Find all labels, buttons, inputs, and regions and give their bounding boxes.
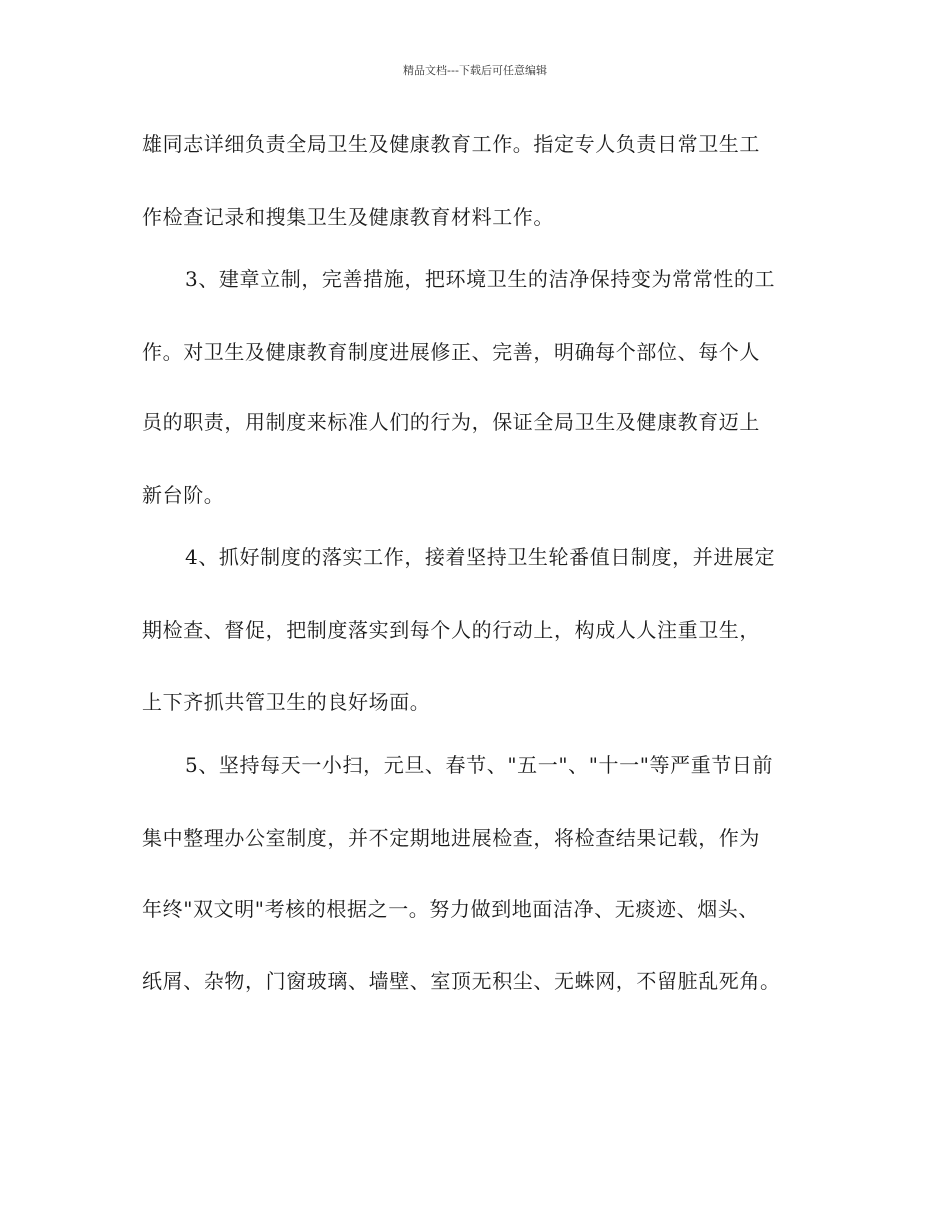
body-text-line: 4、抓好制度的落实工作，接着坚持卫生轮番值日制度，并进展定: [185, 545, 776, 569]
body-text-line: 5、坚持每天一小扫，元旦、春节、"五一"、"十一"等严重节日前: [185, 753, 774, 777]
body-text-line: 年终"双文明"考核的根据之一。努力做到地面洁净、无痰迹、烟头、: [142, 897, 759, 921]
body-text-line: 集中整理办公室制度，并不定期地进展检查，将检查结果记载，作为: [142, 826, 760, 850]
body-text-line: 员的职责，用制度来标准人们的行为，保证全局卫生及健康教育迈上: [142, 410, 760, 434]
body-text-line: 上下齐抓共管卫生的良好场面。: [142, 690, 431, 714]
body-text-line: 期检查、督促，把制度落实到每个人的行动上，构成人人注重卫生，: [142, 618, 760, 642]
page-header: 精品文档---下载后可任意编辑: [403, 64, 547, 77]
body-text-line: 纸屑、杂物，门窗玻璃、墙壁、室顶无积尘、无蛛网，不留脏乱死角。: [142, 969, 781, 993]
body-text-line: 作。对卫生及健康教育制度进展修正、完善，明确每个部位、每个人: [142, 340, 760, 364]
body-text-line: 雄同志详细负责全局卫生及健康教育工作。指定专人负责日常卫生工: [142, 132, 760, 156]
body-text-line: 作检查记录和搜集卫生及健康教育材料工作。: [142, 205, 554, 229]
body-text-line: 新台阶。: [142, 483, 225, 507]
body-text-line: 3、建章立制，完善措施，把环境卫生的洁净保持变为常常性的工: [185, 267, 776, 291]
